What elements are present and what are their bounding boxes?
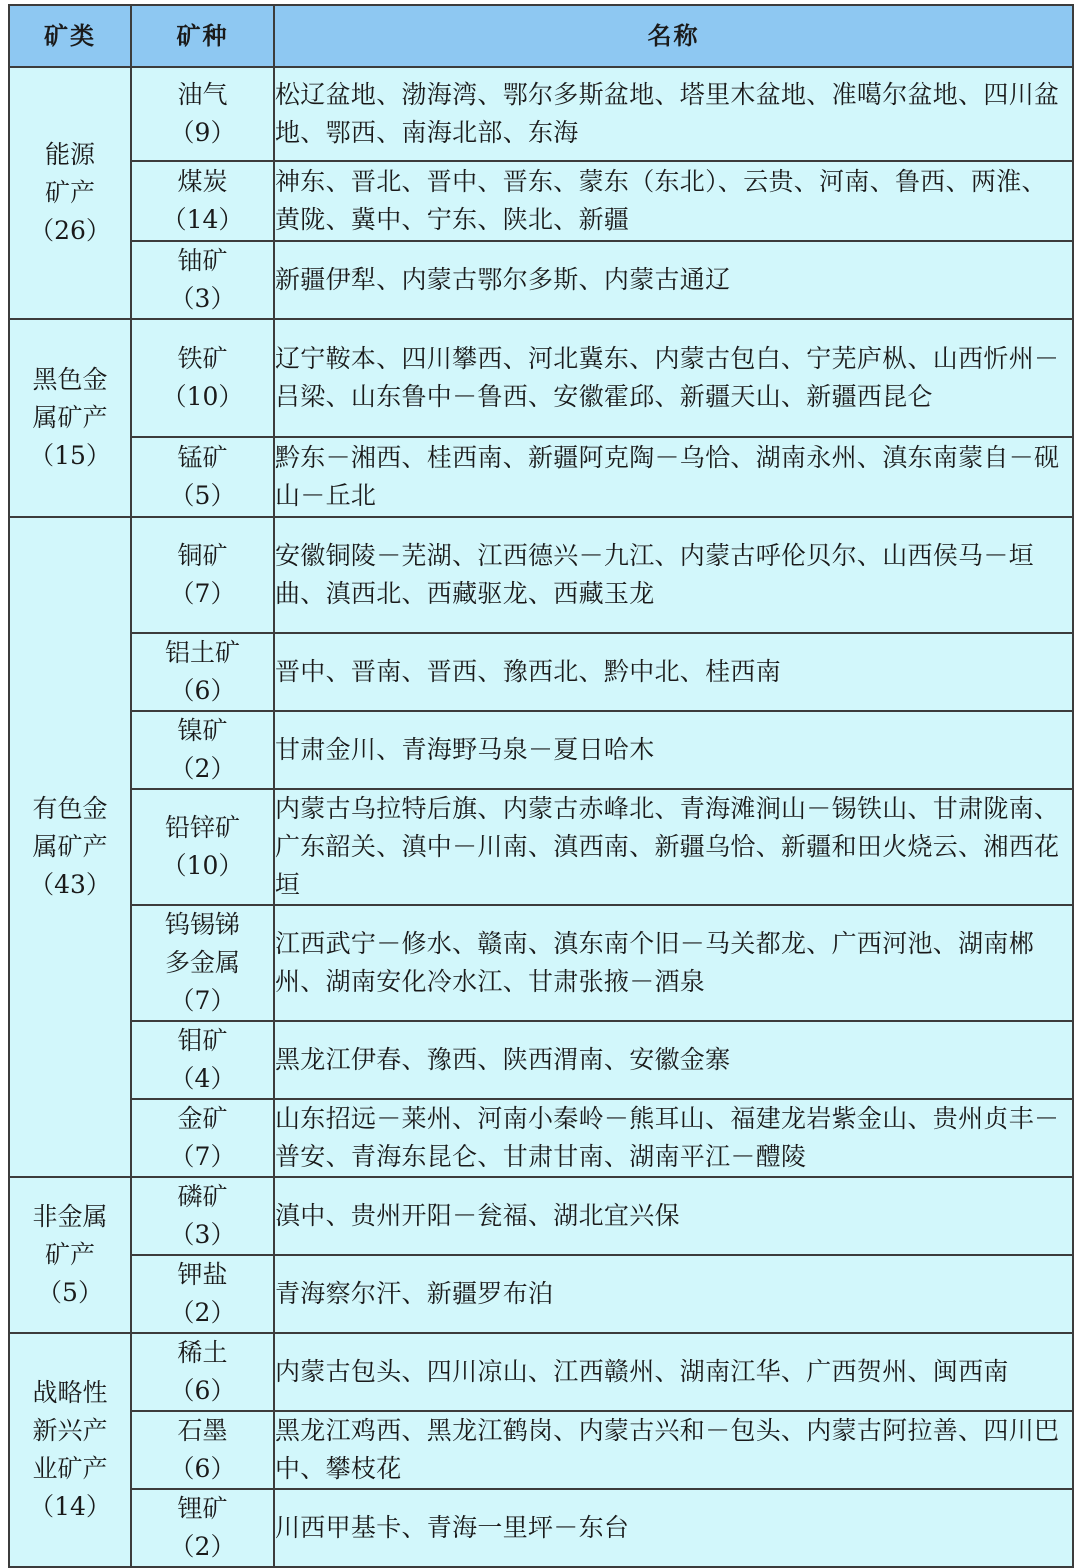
category-label-line: 有色金 [32, 794, 108, 823]
region-names-cell: 青海察尔汗、新疆罗布泊 [274, 1255, 1073, 1333]
mineral-label-line: 金矿 [177, 1104, 228, 1133]
table-row [9, 1099, 1073, 1177]
table-row [9, 67, 1073, 161]
region-names-cell: 晋中、晋南、晋西、豫西北、黔中北、桂西南 [274, 633, 1073, 711]
header-row [9, 5, 1073, 67]
category-cell [9, 517, 131, 1177]
mineral-label-line: （6） [169, 676, 236, 705]
category-label-line: 非金属 [32, 1202, 108, 1231]
header-mineral: 矿种 [131, 5, 274, 67]
mineral-label-line: （3） [169, 284, 236, 313]
mineral-cell [131, 1489, 274, 1567]
mineral-label-line: 磷矿 [177, 1182, 228, 1211]
region-names-cell: 安徽铜陵－芜湖、江西德兴－九江、内蒙古呼伦贝尔、山西侯马－垣曲、滇西北、西藏驱龙、西藏玉龙 [274, 517, 1073, 633]
mineral-label-line: 煤炭 [177, 167, 228, 196]
mineral-label-line: （2） [169, 1298, 236, 1327]
mineral-label-line: 铜矿 [177, 541, 228, 570]
mineral-cell [131, 1021, 274, 1099]
category-cell [9, 1333, 131, 1567]
mineral-cell [131, 711, 274, 789]
mineral-cell [131, 633, 274, 711]
header-category: 矿类 [9, 5, 131, 67]
region-names-cell: 内蒙古乌拉特后旗、内蒙古赤峰北、青海滩涧山－锡铁山、甘肃陇南、广东韶关、滇中－川南、滇西南、新疆乌恰、新疆和田火烧云、湘西花垣 [274, 789, 1073, 905]
mineral-label-line: （2） [169, 1532, 236, 1561]
mineral-label-line: 锰矿 [177, 443, 228, 472]
mineral-label-line: （10） [161, 851, 244, 880]
table-row [9, 1489, 1073, 1567]
mineral-cell [131, 67, 274, 161]
mineral-label-line: （7） [169, 579, 236, 608]
mineral-label-line: （6） [169, 1376, 236, 1405]
mineral-label-line: （4） [169, 1064, 236, 1093]
category-cell [9, 1177, 131, 1333]
mineral-cell [131, 1177, 274, 1255]
table-row [9, 1177, 1073, 1255]
category-label-line: 属矿产 [32, 403, 108, 432]
category-cell [9, 319, 131, 517]
mineral-cell [131, 161, 274, 241]
mineral-label-line: 石墨 [177, 1416, 228, 1445]
region-names-cell: 新疆伊犁、内蒙古鄂尔多斯、内蒙古通辽 [274, 241, 1073, 319]
table-row [9, 711, 1073, 789]
mineral-label-line: （10） [161, 382, 244, 411]
mineral-label-line: 钨锡锑 [164, 910, 240, 939]
category-label-line: 黑色金 [32, 365, 108, 394]
table-row [9, 1411, 1073, 1489]
table-row [9, 161, 1073, 241]
mineral-cell [131, 517, 274, 633]
mineral-label-line: （2） [169, 754, 236, 783]
mineral-cell [131, 1333, 274, 1411]
table-row [9, 517, 1073, 633]
table-row [9, 633, 1073, 711]
category-label-line: 业矿产 [32, 1454, 108, 1483]
mineral-label-line: （5） [169, 481, 236, 510]
category-cell [9, 67, 131, 319]
category-label-line: （26） [29, 216, 111, 245]
mineral-cell [131, 1099, 274, 1177]
category-label-line: 矿产 [44, 178, 95, 207]
mineral-cell [131, 437, 274, 517]
mineral-cell [131, 1411, 274, 1489]
category-label-line: 战略性 [32, 1378, 108, 1407]
header-names: 名称 [274, 5, 1073, 67]
mineral-cell [131, 905, 274, 1021]
category-label-line: （14） [29, 1492, 111, 1521]
mineral-label-line: （7） [169, 986, 236, 1015]
mineral-label-line: 镍矿 [177, 716, 228, 745]
mineral-label-line: 稀土 [177, 1338, 228, 1367]
region-names-cell: 黔东－湘西、桂西南、新疆阿克陶－乌恰、湖南永州、滇东南蒙自－砚山－丘北 [274, 437, 1073, 517]
mineral-label-line: 多金属 [164, 948, 240, 977]
mineral-label-line: （7） [169, 1142, 236, 1171]
mineral-cell [131, 789, 274, 905]
region-names-cell: 辽宁鞍本、四川攀西、河北冀东、内蒙古包白、宁芜庐枞、山西忻州－吕梁、山东鲁中－鲁西、安徽霍邱、新疆天山、新疆西昆仑 [274, 319, 1073, 437]
region-names-cell: 黑龙江鸡西、黑龙江鹤岗、内蒙古兴和－包头、内蒙古阿拉善、四川巴中、攀枝花 [274, 1411, 1073, 1489]
table-row [9, 1333, 1073, 1411]
category-label-line: 能源 [44, 140, 95, 169]
region-names-cell: 黑龙江伊春、豫西、陕西渭南、安徽金寨 [274, 1021, 1073, 1099]
region-names-cell: 松辽盆地、渤海湾、鄂尔多斯盆地、塔里木盆地、准噶尔盆地、四川盆地、鄂西、南海北部、东海 [274, 67, 1073, 161]
mineral-label-line: 铀矿 [177, 246, 228, 275]
mineral-label-line: （6） [169, 1454, 236, 1483]
region-names-cell: 内蒙古包头、四川凉山、江西赣州、湖南江华、广西贺州、闽西南 [274, 1333, 1073, 1411]
table-row [9, 905, 1073, 1021]
region-names-cell: 江西武宁－修水、赣南、滇东南个旧－马关都龙、广西河池、湖南郴州、湖南安化冷水江、甘肃张掖－酒泉 [274, 905, 1073, 1021]
region-names-cell: 神东、晋北、晋中、晋东、蒙东（东北）、云贵、河南、鲁西、两淮、黄陇、冀中、宁东、陕北、新疆 [274, 161, 1073, 241]
table-body [9, 67, 1073, 1567]
category-label-line: 属矿产 [32, 832, 108, 861]
table-row [9, 1255, 1073, 1333]
region-names-cell: 甘肃金川、青海野马泉－夏日哈木 [274, 711, 1073, 789]
mineral-label-line: 锂矿 [177, 1494, 228, 1523]
mineral-label-line: 铝土矿 [164, 638, 240, 667]
category-label-line: （5） [37, 1278, 103, 1307]
table-row [9, 437, 1073, 517]
table-row [9, 319, 1073, 437]
category-label-line: （15） [29, 441, 111, 470]
mineral-cell [131, 1255, 274, 1333]
table-row [9, 789, 1073, 905]
mineral-label-line: （9） [169, 118, 236, 147]
mineral-label-line: 钾盐 [177, 1260, 228, 1289]
region-names-cell: 川西甲基卡、青海一里坪－东台 [274, 1489, 1073, 1567]
mineral-label-line: （3） [169, 1220, 236, 1249]
table-row [9, 241, 1073, 319]
mineral-table [8, 4, 1074, 1568]
table-row [9, 1021, 1073, 1099]
category-label-line: 新兴产 [32, 1416, 108, 1445]
mineral-label-line: 铅锌矿 [164, 813, 240, 842]
mineral-label-line: 钼矿 [177, 1026, 228, 1055]
category-label-line: （43） [29, 870, 111, 899]
category-label-line: 矿产 [44, 1240, 95, 1269]
mineral-label-line: （14） [161, 205, 244, 234]
mineral-label-line: 油气 [177, 80, 228, 109]
mineral-label-line: 铁矿 [177, 344, 228, 373]
mineral-cell [131, 319, 274, 437]
mineral-cell [131, 241, 274, 319]
region-names-cell: 滇中、贵州开阳－瓮福、湖北宜兴保 [274, 1177, 1073, 1255]
region-names-cell: 山东招远－莱州、河南小秦岭－熊耳山、福建龙岩紫金山、贵州贞丰－普安、青海东昆仑、甘肃甘南、湖南平江－醴陵 [274, 1099, 1073, 1177]
